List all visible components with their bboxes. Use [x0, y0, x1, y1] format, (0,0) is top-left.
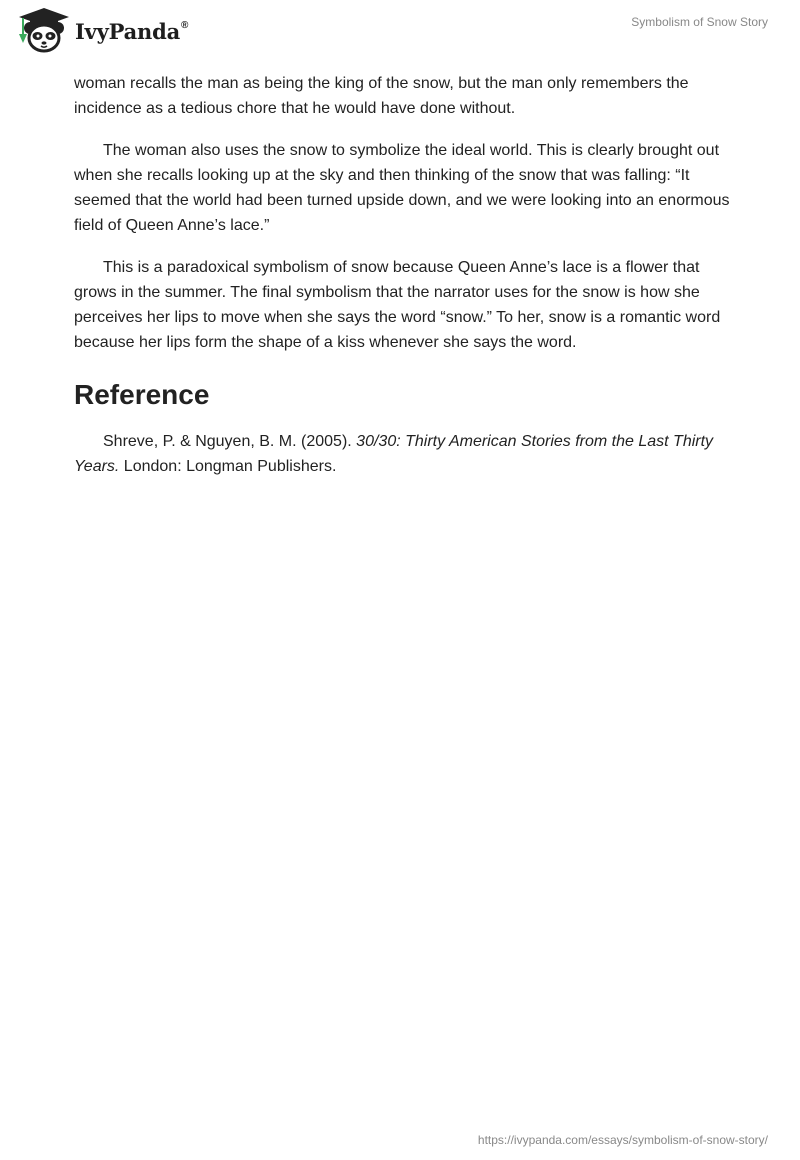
reference-entry: [74, 429, 734, 479]
running-title: Symbolism of Snow Story: [631, 15, 768, 29]
paragraph-1: woman recalls the man as being the king of the snow, but the man only remembers the incidence as a tedious chore that he would have done without.: [74, 75, 689, 117]
ivypanda-logo[interactable]: [15, 8, 188, 52]
reference-authors: Shreve, P. & Nguyen, B. M. (2005).: [103, 433, 357, 450]
panda-graduation-cap-icon: [15, 6, 73, 54]
paragraph-3: This is a paradoxical symbolism of snow because Queen Anne’s lace is a flower that grows in the summer. The final symbolism that the narrator uses for the snow is how she perceives her lips to move when she says the word “snow.” To her, snow is a romantic word because her lips form the shape of a kiss whenever she says the word.: [74, 259, 721, 351]
footer-url[interactable]: https://ivypanda.com/essays/symbolism-of-snow-story/: [477, 1133, 768, 1147]
reference-title: 30/30: Thirty American Stories from the Last Thirty Years.: [74, 433, 714, 475]
paragraph-2: The woman also uses the snow to symbolize the ideal world. This is clearly brought out when she recalls looking up at the sky and then thinking of the snow that was falling: “It seemed that the world had been turned upside down, and we were looking into an enormous field of Queen Anne’s lace.”: [74, 142, 730, 234]
document-body: [74, 71, 734, 496]
logo-wordmark: IvyPanda®: [75, 18, 189, 44]
reference-publisher: London: Longman Publishers.: [119, 458, 337, 475]
registered-mark: ®: [181, 19, 189, 31]
page-header: [0, 0, 800, 60]
reference-heading: Reference: [74, 379, 210, 410]
